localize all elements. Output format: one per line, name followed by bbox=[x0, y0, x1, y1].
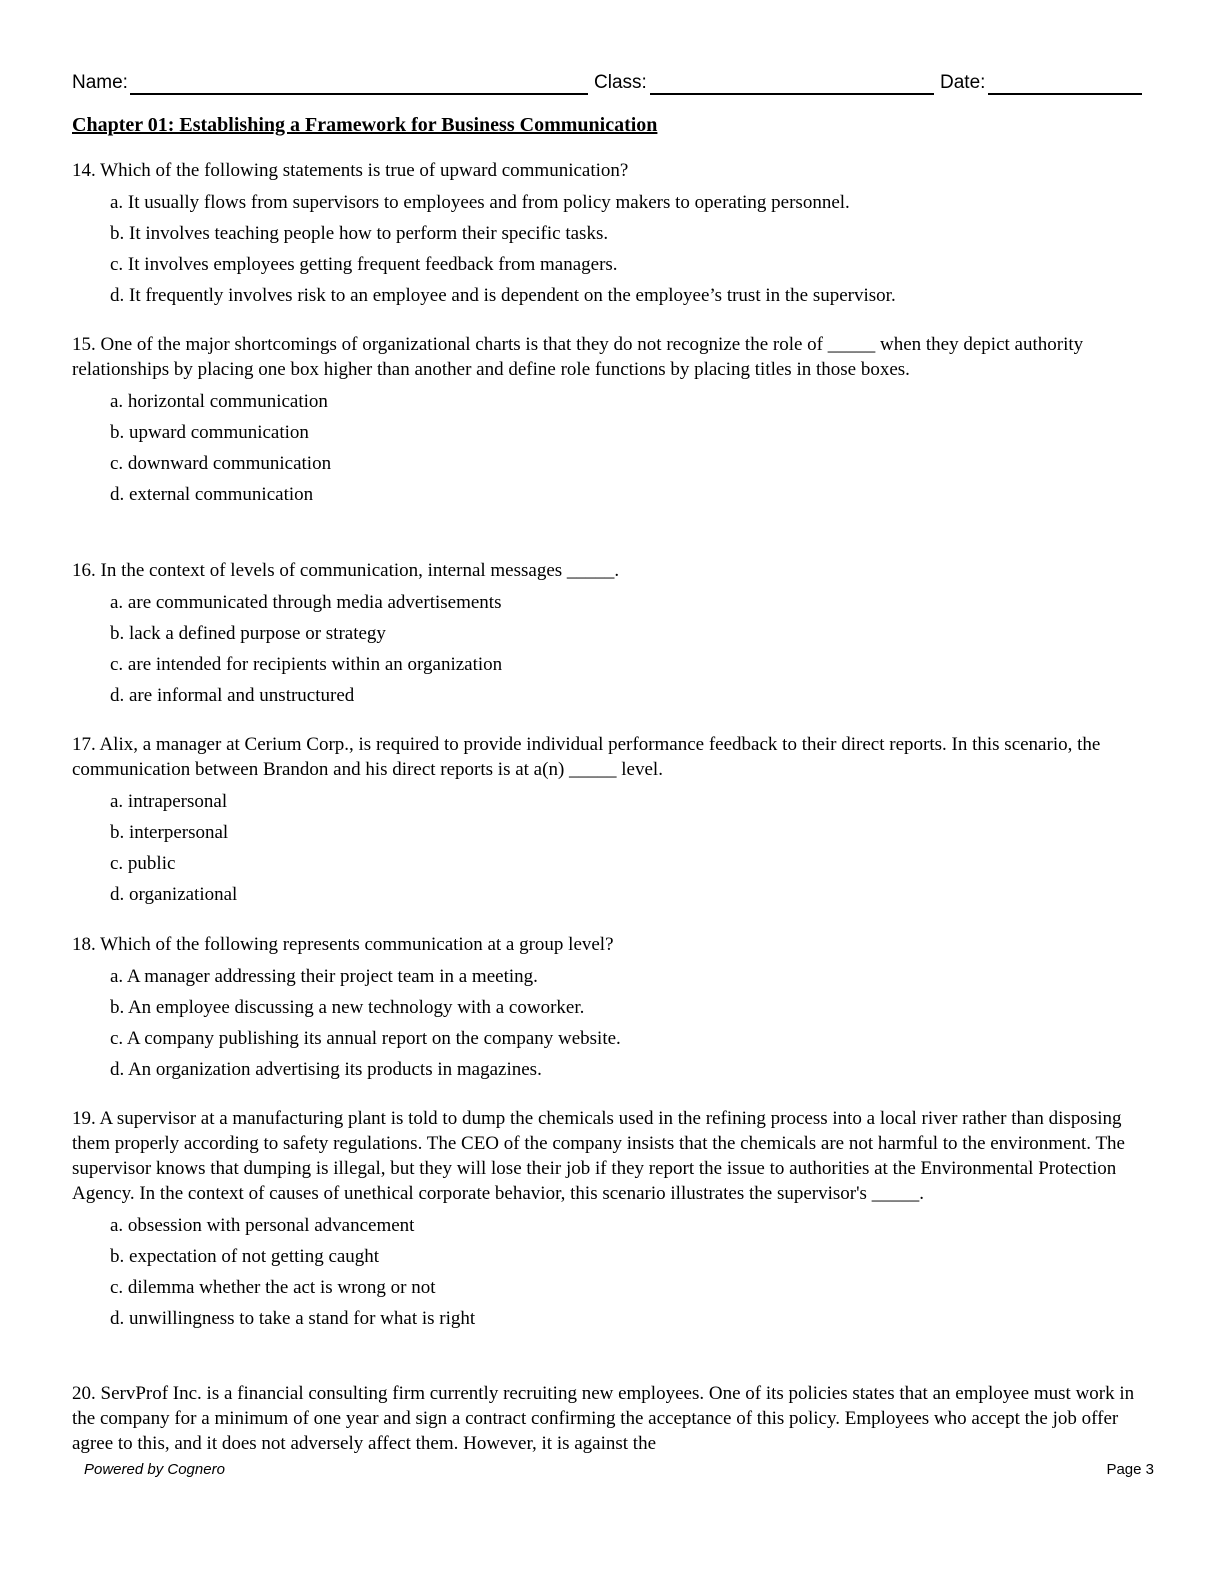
question-17 bbox=[72, 732, 1152, 910]
choice-d: d. organizational bbox=[110, 884, 238, 905]
choice-b: b. interpersonal bbox=[110, 822, 229, 843]
choice-b: b. upward communication bbox=[110, 422, 309, 443]
question-stem: 15. One of the major shortcomings of organizational charts is that they do not recognize the role of _____ when they depict authority relationships by placing one box higher than another and define role functions by placing titles in those boxes. bbox=[72, 334, 1084, 380]
choice-c: c. It involves employees getting frequent feedback from managers. bbox=[110, 254, 618, 275]
choice-c: c. dilemma whether the act is wrong or not bbox=[110, 1277, 436, 1298]
question-19 bbox=[72, 1106, 1152, 1334]
answer-choices bbox=[72, 587, 1152, 711]
choice-b: b. expectation of not getting caught bbox=[110, 1246, 380, 1267]
name-field-line[interactable] bbox=[130, 93, 588, 95]
date-label: Date: bbox=[940, 72, 986, 93]
answer-choices bbox=[72, 386, 1152, 510]
choice-a: a. obsession with personal advancement bbox=[110, 1215, 415, 1236]
class-field-line[interactable] bbox=[650, 93, 934, 95]
answer-choices bbox=[72, 187, 1152, 311]
answer-choices bbox=[72, 1210, 1152, 1334]
page-number: Page 3 bbox=[1106, 1461, 1154, 1478]
question-stem: 17. Alix, a manager at Cerium Corp., is required to provide individual performance feedback to their direct reports. In this scenario, the communication between Brandon and his direct reports is at a(n) _____ level. bbox=[72, 734, 1101, 780]
question-20 bbox=[72, 1381, 1152, 1456]
choice-d: d. are informal and unstructured bbox=[110, 685, 355, 706]
choice-b: b. It involves teaching people how to perform their specific tasks. bbox=[110, 223, 609, 244]
question-stem: 16. In the context of levels of communication, internal messages _____. bbox=[72, 560, 620, 581]
answer-choices bbox=[72, 961, 1152, 1085]
question-16 bbox=[72, 558, 1152, 711]
question-stem: 18. Which of the following represents communication at a group level? bbox=[72, 934, 614, 955]
choice-c: c. are intended for recipients within an organization bbox=[110, 654, 503, 675]
choice-c: c. A company publishing its annual report on the company website. bbox=[110, 1028, 621, 1049]
answer-choices bbox=[72, 786, 1152, 910]
question-stem: 14. Which of the following statements is true of upward communication? bbox=[72, 160, 629, 181]
class-label: Class: bbox=[594, 72, 647, 93]
choice-a: a. A manager addressing their project team in a meeting. bbox=[110, 966, 538, 987]
choice-d: d. An organization advertising its products in magazines. bbox=[110, 1059, 542, 1080]
choice-c: c. downward communication bbox=[110, 453, 332, 474]
question-stem: 20. ServProf Inc. is a financial consulting firm currently recruiting new employees. One of its policies states that an employee must work in the company for a minimum of one year and sign a contract confirming the acceptance of this policy. Employees who accept the job offer agree to this, and it does not adversely affect them. However, it is against the bbox=[72, 1383, 1135, 1454]
question-15 bbox=[72, 332, 1152, 510]
choice-a: a. are communicated through media advertisements bbox=[110, 592, 502, 613]
choice-c: c. public bbox=[110, 853, 176, 874]
question-14 bbox=[72, 158, 1152, 311]
question-stem: 19. A supervisor at a manufacturing plant is told to dump the chemicals used in the refining process into a local river rather than disposing them properly according to safety regulations. The CEO of the company insists that the chemicals are not harmful to the environment. The supervisor knows that dumping is illegal, but they will lose their job if they report the issue to authorities at the Environmental Protection Agency. In the context of causes of unethical corporate behavior, this scenario illustrates the supervisor's _____. bbox=[72, 1108, 1125, 1204]
choice-b: b. An employee discussing a new technology with a coworker. bbox=[110, 997, 585, 1018]
choice-a: a. horizontal communication bbox=[110, 391, 328, 412]
chapter-title: Chapter 01: Establishing a Framework for Business Communication bbox=[72, 114, 658, 136]
choice-a: a. intrapersonal bbox=[110, 791, 228, 812]
student-info-header bbox=[72, 70, 1144, 98]
choice-b: b. lack a defined purpose or strategy bbox=[110, 623, 386, 644]
choice-d: d. unwillingness to take a stand for what is right bbox=[110, 1308, 476, 1329]
question-18 bbox=[72, 932, 1152, 1085]
choice-d: d. external communication bbox=[110, 484, 314, 505]
choice-d: d. It frequently involves risk to an employee and is dependent on the employee’s trust in the supervisor. bbox=[110, 285, 896, 306]
choice-a: a. It usually flows from supervisors to employees and from policy makers to operating personnel. bbox=[110, 192, 850, 213]
name-label: Name: bbox=[72, 72, 128, 93]
date-field-line[interactable] bbox=[988, 93, 1142, 95]
powered-by-footer: Powered by Cognero bbox=[84, 1461, 225, 1478]
